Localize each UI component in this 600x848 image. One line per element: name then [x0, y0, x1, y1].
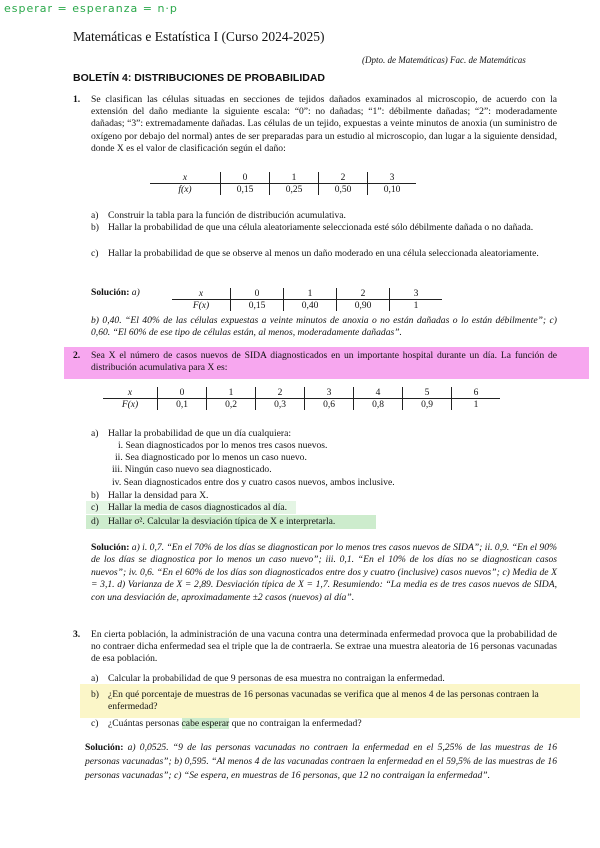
q2-item-a: Hallar la probabilidad de que un día cualquiera: — [108, 428, 292, 439]
course-title: Matemáticas e Estatística I (Curso 2024-2025) — [73, 29, 325, 44]
q2-statement: Sea X el número de casos nuevos de SIDA diagnosticados en un importante hospital durante un día. La función de distribución acumulativa para X es: — [91, 350, 557, 374]
q2-table-x3: 3 — [305, 387, 354, 399]
q1-sol-x3: 3 — [390, 288, 443, 300]
q2-item-b: Hallar la densidad para X. — [108, 490, 209, 501]
q1-sol-f2: 0,90 — [337, 300, 390, 312]
q1-table-x3: 3 — [368, 172, 417, 184]
q3-solution-label: Solución: — [85, 742, 124, 753]
q1-table-x2: 2 — [319, 172, 368, 184]
q2-table-f1: 0,2 — [207, 399, 256, 411]
q3-number: 3. — [73, 629, 81, 640]
q1-solution-label: Solución: — [91, 287, 130, 298]
q2-solution: a) i. 0,7. “En el 70% de los días se diagnostican por lo menos tres casos nuevos de SIDA”; ii. 0,9. “En el 90% de los días se diagnostica por lo menos un caso nuevo”; iii. 0,1. “En el 10% de los días no se diagnostican casos nuevos”; iv. 0,6. “En el 60% de los días son diagnosticados entre dos y cuatro (inclusive) casos nuevos”; c) Media de X = 3,1. d) Varianza de X = 2,89. Desviación típica de X = 1,7. Resumiendo: “La media es de tres casos nuevos de SIDA, con una desviación de, aproximadamente ±2 casos (nuevos) al día”. — [91, 542, 557, 603]
q1-sol-x2: 2 — [337, 288, 390, 300]
q2-table-f5: 0,9 — [403, 399, 452, 411]
q2-solution-label: Solución: — [91, 542, 130, 553]
q1-sol-x1: 1 — [284, 288, 337, 300]
q2-table-f6: 1 — [473, 399, 479, 410]
q2-distribution-table — [103, 387, 500, 410]
q2-item-d: Hallar σ². Calcular la desviación típica de X e interpretarla. — [108, 516, 336, 527]
q2-item-a-iii: iii. Ningún caso nuevo sea diagnosticado. — [112, 464, 272, 475]
q2-table-f3: 0,6 — [305, 399, 354, 411]
q3-solution: a) 0,0525. “9 de las personas vacunadas no contraen la enfermedad en el 5,25% de las muestras de 16 personas vacunadas”; b) 0,595. “Al menos 4 de las vacunadas contraen la enfermedad en el 59,5% de las muestras de 16 personas vacunadas”; c) “Se espera, en muestras de 16 personas, que 12 no contraigan la enfermedad”. — [85, 742, 557, 781]
q1-solution-a: a) — [131, 287, 140, 298]
handwritten-note: esperar = esperanza = n·p — [4, 2, 178, 15]
q1-statement: Se clasifican las células situadas en secciones de tejidos dañados examinados al microscopio, de acuerdo con la extensión del daño mediante la siguiente escala: “0”: no dañadas; “1”: débilmente dañadas; “2”: moderadamente dañadas; “3”: extremadamente dañadas. Las células de un tejido, expuestas a veinte minutos de anoxia (un suministro de oxígeno por debajo del normal) antes de ser preparadas para un estudio al microscopio, dan lugar a la siguiente densidad, donde X es el valor de clasificación según el daño: — [91, 94, 557, 154]
q1-item-b: Hallar la probabilidad de que una célula aleatoriamente seleccionada esté sólo débilmente dañada o no dañada. — [108, 222, 534, 233]
q2-table-x1: 1 — [207, 387, 256, 399]
q2-item-a-ii: ii. Sea diagnosticado por lo menos un caso nuevo. — [115, 452, 307, 463]
q1-item-c: Hallar la probabilidad de que se observe al menos un daño moderado en una célula seleccionada aleatoriamente. — [108, 248, 539, 259]
q3-item-b: ¿En qué porcentaje de muestras de 16 personas vacunadas se verifica que al menos 4 de las personas contraen la enfermedad? — [108, 689, 539, 712]
q2-table-f2: 0,3 — [256, 399, 305, 411]
boletin-heading: BOLETÍN 4: DISTRIBUCIONES DE PROBABILIDAD — [73, 72, 326, 84]
q2-number: 2. — [73, 350, 81, 361]
q2-table-x2: 2 — [256, 387, 305, 399]
q1-item-a: Construir la tabla para la función de distribución acumulativa. — [108, 210, 346, 221]
q1-sol-xlabel: x — [172, 288, 231, 300]
q2-table-f4: 0,8 — [354, 399, 403, 411]
q2-item-a-i: i. Sean diagnosticados por lo menos tres casos nuevos. — [118, 440, 328, 451]
q2-item-c: Hallar la media de casos diagnosticados al día. — [108, 502, 288, 513]
q1-sol-x0: 0 — [231, 288, 284, 300]
q1-table-x0: 0 — [221, 172, 270, 184]
q3-item-c-pre: ¿Cuántas personas — [108, 718, 182, 729]
q1-sol-flabel: F(x) — [172, 300, 231, 312]
q2-table-x4: 4 — [354, 387, 403, 399]
q1-sol-f1: 0,40 — [284, 300, 337, 312]
q1-sol-f0: 0,15 — [231, 300, 284, 312]
q1-solution-rest: b) 0,40. “El 40% de las células expuestas a veinte minutos de anoxia o no están dañadas o lo están débilmente”; c) 0,60. “El 60% de ese tipo de células están, al menos, moderadamente dañadas”. — [91, 315, 557, 339]
q1-table-f3: 0,10 — [383, 184, 401, 195]
q3-statement: En cierta población, la administración de una vacuna contra una determinada enfermedad provoca que la probabilidad de no contraer dicha enfermedad sea el triple que la de contraerla. Se extrae una muestra aleatoria de 16 personas vacunadas de esa población. — [91, 629, 557, 665]
q2-table-x0: 0 — [158, 387, 207, 399]
q1-table-f1: 0,25 — [270, 184, 319, 196]
q1-table-flabel: f(x) — [150, 184, 221, 196]
q3-item-c-post: que no contraigan la enfermedad? — [229, 718, 362, 729]
q2-table-x6: 6 — [452, 387, 501, 399]
q2-table-xlabel: x — [103, 387, 158, 399]
q2-table-x5: 5 — [403, 387, 452, 399]
q3-item-a: Calcular la probabilidad de que 9 personas de esa muestra no contraigan la enfermedad. — [108, 673, 445, 684]
q1-sol-f3: 1 — [413, 300, 419, 311]
q1-table-f0: 0,15 — [221, 184, 270, 196]
q2-table-f0: 0,1 — [158, 399, 207, 411]
q1-density-table — [150, 172, 416, 195]
q1-table-f2: 0,50 — [319, 184, 368, 196]
q3-item-c-highlight: cabe esperar — [181, 718, 230, 729]
q1-number: 1. — [73, 94, 81, 105]
q2-table-flabel: F(x) — [103, 399, 158, 411]
q1-solution-table — [172, 288, 442, 311]
q2-item-a-iv: iv. Sean diagnosticados entre dos y cuatro casos nuevos, ambos inclusive. — [112, 477, 395, 488]
department-line: (Dpto. de Matemáticas) Fac. de Matemáticas — [362, 55, 526, 65]
q1-table-xlabel: x — [150, 172, 221, 184]
q1-table-x1: 1 — [270, 172, 319, 184]
